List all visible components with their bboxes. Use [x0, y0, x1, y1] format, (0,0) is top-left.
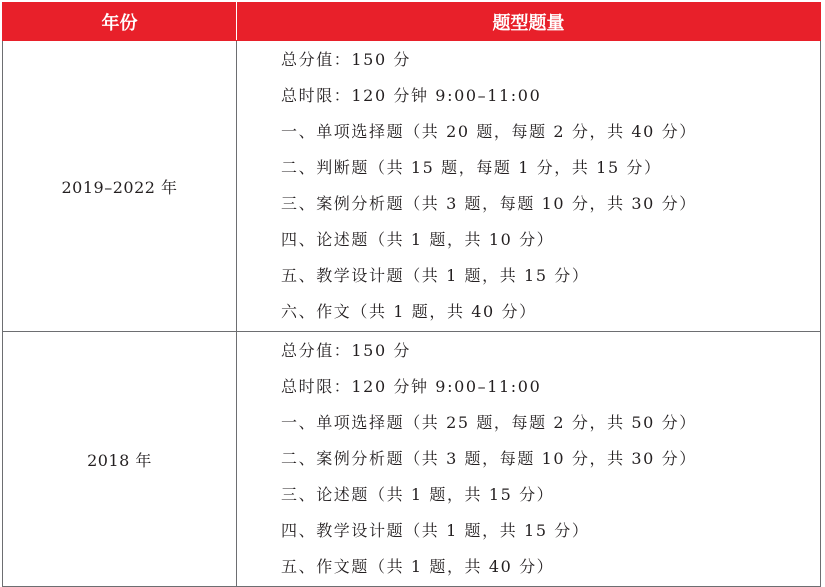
content-column-header: 题型题量: [237, 3, 821, 41]
question-type-line: 一、单项选择题（共 25 题，每题 2 分，共 50 分）: [281, 413, 697, 432]
question-type-line: 三、论述题（共 1 题，共 15 分）: [281, 485, 555, 504]
content-cell: [237, 332, 821, 587]
question-type-line: 二、判断题（共 15 题，每题 1 分，共 15 分）: [281, 158, 662, 177]
question-type-line: 三、案例分析题（共 3 题，每题 10 分，共 30 分）: [281, 194, 697, 213]
year-column-header: 年份: [3, 3, 237, 41]
exam-format-table: [2, 2, 821, 587]
table-row: [3, 332, 821, 587]
question-type-line: 二、案例分析题（共 3 题，每题 10 分，共 30 分）: [281, 449, 697, 468]
question-list: [281, 41, 820, 331]
total-score-line: 总分值：150 分: [281, 341, 412, 360]
time-limit-line: 总时限：120 分钟 9:00–11:00: [281, 377, 542, 396]
year-cell: 2019–2022 年: [3, 41, 237, 332]
question-type-line: 四、论述题（共 1 题，共 10 分）: [281, 230, 555, 249]
time-limit-line: 总时限：120 分钟 9:00–11:00: [281, 86, 542, 105]
question-type-line: 六、作文（共 1 题，共 40 分）: [281, 302, 537, 321]
question-type-line: 五、作文题（共 1 题，共 40 分）: [281, 557, 555, 576]
question-type-line: 五、教学设计题（共 1 题，共 15 分）: [281, 266, 590, 285]
question-list: [281, 332, 820, 586]
table-header-row: [3, 3, 821, 41]
question-type-line: 四、教学设计题（共 1 题，共 15 分）: [281, 521, 590, 540]
table-row: [3, 41, 821, 332]
year-cell: 2018 年: [3, 332, 237, 587]
content-cell: [237, 41, 821, 332]
total-score-line: 总分值：150 分: [281, 50, 412, 69]
question-type-line: 一、单项选择题（共 20 题，每题 2 分，共 40 分）: [281, 122, 697, 141]
